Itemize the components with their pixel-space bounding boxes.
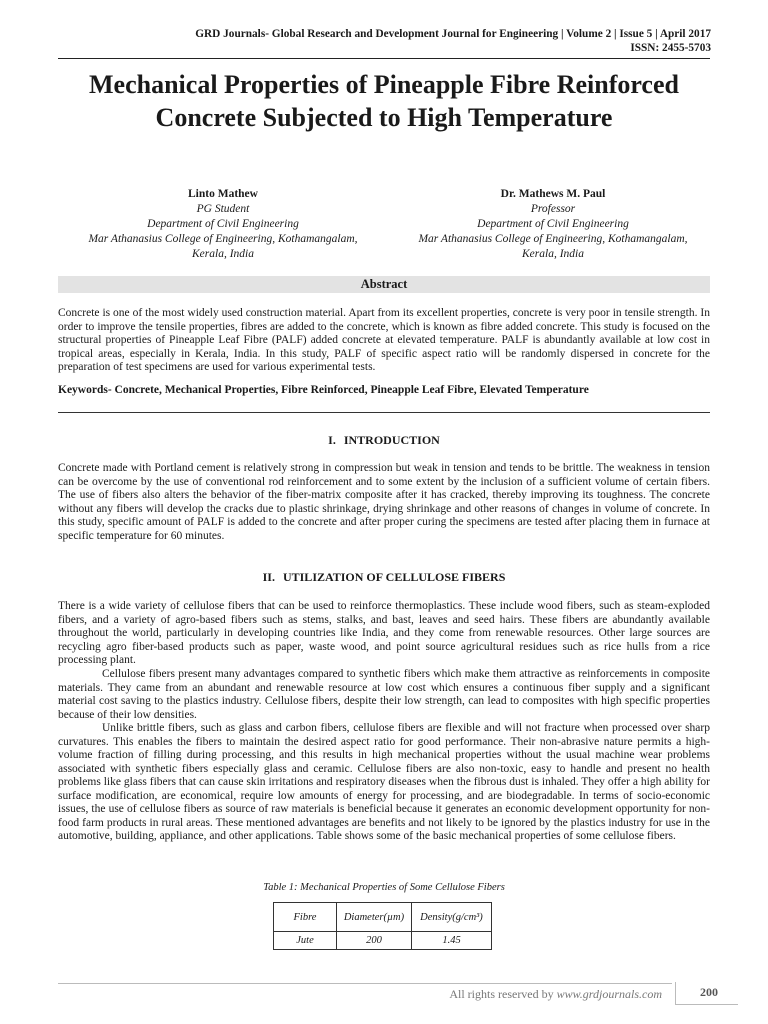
journal-title-line: GRD Journals- Global Research and Development Journal for Engineering | Volume 2 | Issue 5 | April 2017: [195, 28, 711, 40]
section-number: I.: [328, 433, 336, 447]
page-number: 200: [700, 985, 718, 999]
footer-rights-label: All rights reserved by: [449, 987, 557, 1001]
abstract-heading: Abstract: [58, 276, 710, 293]
footer-divider: [58, 983, 672, 984]
cellulose-paragraph-3: Unlike brittle fibers, such as glass and carbon fibers, cellulose fibers are flexible and will not fracture when processed over sharp curvatures. This enables the fibers to maintain the desired aspect ratio for good performance. Their non-abrasive nature permits a high-volume fraction of filling during processing, and this results in high mechanical properties without the usual machine wear problems associated with synthetic fibers especially glass and ceramic. Cellulose fibers are also non-toxic, easy to handle and present no health problems like glass fibers that can cause skin irritations and respiratory diseases when the fibrous dust is inhaled. They offer a high ability for surface modification, are economical, require low amounts of energy for processing, and are biodegradable. In terms of socio-economic issues, the use of cellulose fibers as source of raw materials is beneficial because it generates an economic development opportunity for non-food farm products in rural areas. These mentioned advantages are benefits and not likely to be ignored by the plastics industry for use in the automotive, building, appliance, and other applications. Table shows some of the basic mechanical properties of some cellulose fibers.: [58, 722, 710, 842]
journal-header: [195, 27, 711, 55]
table-header-row: [274, 903, 492, 932]
author-location: Kerala, India: [192, 248, 254, 260]
abstract-divider: [58, 412, 710, 413]
author-department: Department of Civil Engineering: [477, 218, 629, 230]
author-college: Mar Athanasius College of Engineering, Kothamangalam,: [418, 233, 688, 245]
table-cell: Jute: [274, 932, 337, 950]
footer-rights: [449, 987, 662, 1002]
abstract-text: Concrete is one of the most widely used construction material. Apart from its excellent properties, concrete is very poor in tensile strength. In order to improve the tensile properties, fibres are added to the concrete, which is known as fibre added concrete. This study is focused on the structural properties of Pineapple Leaf Fibre (PALF) added concrete at elevated temperature. PALF is abundantly available at low cost in tropical areas, especially in Kerala, India. In this study, PALF of specific aspect ratio will be randomly dispersed in concrete for the preparation of test specimens are used for various experimental tests.: [58, 307, 710, 373]
table-cell: 200: [337, 932, 412, 950]
issn-line: ISSN: 2455-5703: [630, 42, 711, 54]
author-name: Linto Mathew: [188, 188, 258, 200]
section-title: UTILIZATION OF CELLULOSE FIBERS: [282, 570, 506, 584]
author-department: Department of Civil Engineering: [147, 218, 299, 230]
author-1: [58, 187, 388, 262]
table-caption: Table 1: Mechanical Properties of Some Cellulose Fibers: [263, 882, 505, 893]
section-heading-cellulose: [58, 570, 710, 584]
cellulose-paragraph-2: Cellulose fibers present many advantages compared to synthetic fibers which make them attractive as reinforcements in composite materials. They came from an abundant and renewable resource at low cost which ensures a continuous fiber supply and a significant material cost saving to the plastics industry. Cellulose fibers, despite their low strength, can lead to composites with high specific properties because of their low densities.: [58, 668, 710, 721]
table-header-cell: Diameter(µm): [337, 903, 412, 932]
fibre-properties-table: [273, 902, 492, 950]
table-header-cell: Fibre: [274, 903, 337, 932]
table-cell: 1.45: [412, 932, 492, 950]
author-name: Dr. Mathews M. Paul: [500, 188, 606, 200]
section-heading-introduction: [58, 433, 710, 447]
paper-title: Mechanical Properties of Pineapple Fibre Reinforced Concrete Subjected to High Temperature: [89, 70, 679, 132]
author-2: [388, 187, 718, 262]
header-divider: [58, 58, 710, 59]
table-row: [274, 932, 492, 950]
table-header-cell: Density(g/cm³): [412, 903, 492, 932]
intro-paragraph: Concrete made with Portland cement is relatively strong in compression but weak in tension and tends to be brittle. The weakness in tension can be overcome by the use of conventional rod reinforcement and to some extent by the inclusion of a sufficient volume of certain fibers. The use of fibers also alters the behavior of the fiber-matrix composite after it has cracked, thereby improving its toughness. The concrete without any fibers will develop the cracks due to plastic shrinkage, drying shrinkage and other reasons of changes in volume of concrete. In this study, specific amount of PALF is added to the concrete and after proper curing the specimens are tested after placing them in furnace at specific temperature for 60 minutes.: [58, 462, 710, 542]
author-role: Professor: [530, 203, 576, 215]
author-role: PG Student: [196, 203, 250, 215]
section-title: INTRODUCTION: [343, 433, 440, 447]
author-location: Kerala, India: [522, 248, 584, 260]
keywords: Keywords- Concrete, Mechanical Properties, Fibre Reinforced, Pineapple Leaf Fibre, Elevated Temperature: [58, 384, 589, 396]
author-college: Mar Athanasius College of Engineering, Kothamangalam,: [88, 233, 358, 245]
cellulose-paragraph-1: There is a wide variety of cellulose fibers that can be used to reinforce thermoplastics. These include wood fibers, such as steam-exploded fibers, and a variety of agro-based fibers such as stems, stalks, and bast, leaves and seed hairs. These fibers are abundantly available throughout the world, particularly in developing countries like India, and they come from renewable resources. Other large sources are recycling agro fiber-based products such as paper, waste wood, and point source agricultural residues such as rice hulls from a rice processing plant.: [58, 600, 710, 666]
section-number: II.: [262, 570, 275, 584]
footer-site-link[interactable]: www.grdjournals.com: [556, 987, 662, 1001]
